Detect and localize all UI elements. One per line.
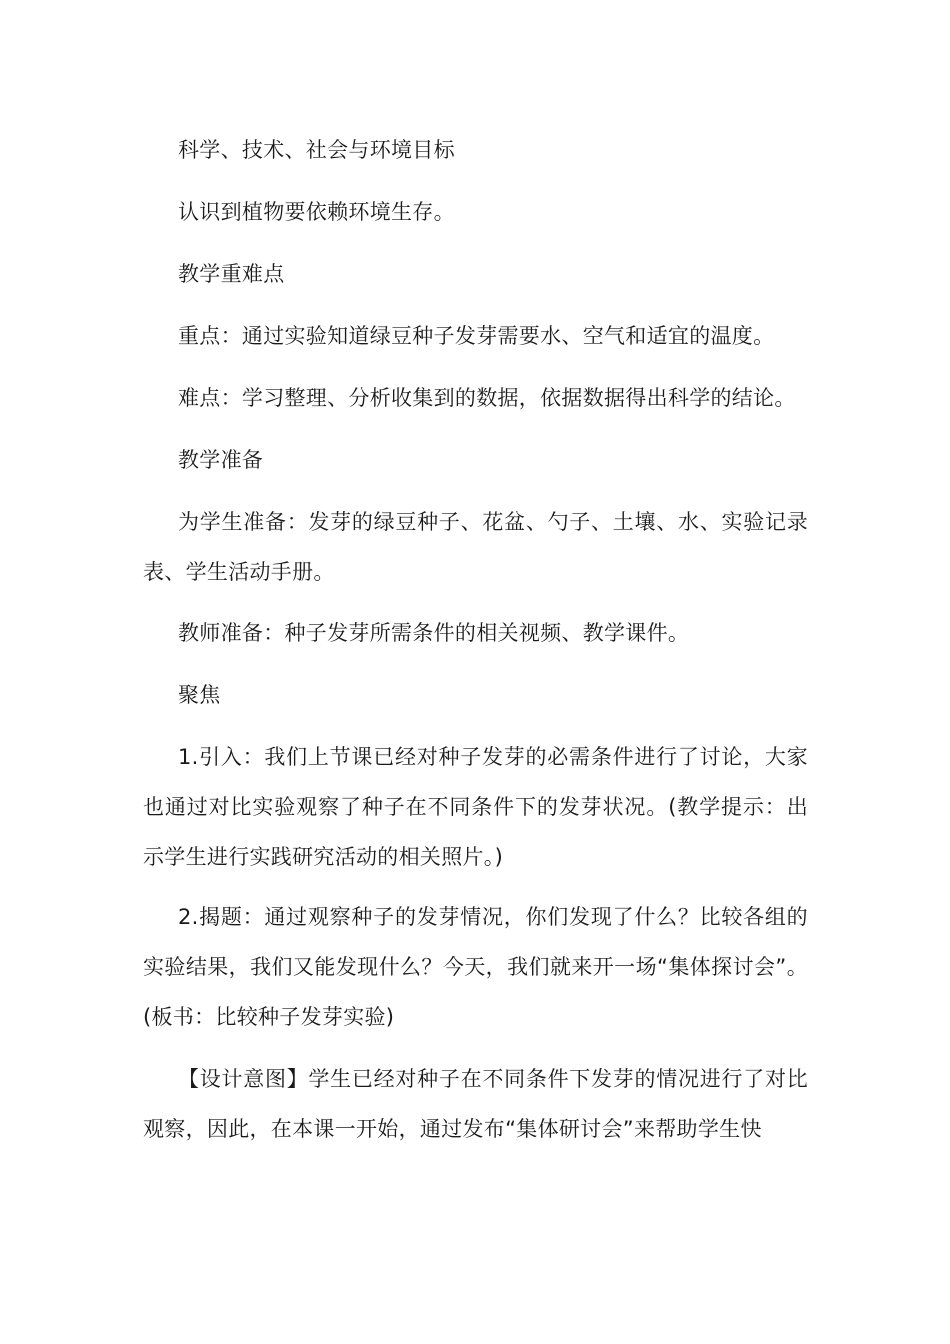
section-heading-sts-goals: 科学、技术、社会与环境目标 <box>178 138 455 162</box>
paragraph-teacher-preparation: 教师准备：种子发芽所需条件的相关视频、教学课件。 <box>178 621 690 645</box>
section-heading-focus: 聚焦 <box>178 683 221 707</box>
paragraph-sts-goal: 认识到植物要依赖环境生存。 <box>178 200 455 224</box>
section-heading-preparation: 教学准备 <box>178 448 264 472</box>
paragraph-design-intent: 【设计意图】学生已经对种子在不同条件下发芽的情况进行了对比观察，因此，在本课一开始，通过发布“集体研讨会”来帮助学生快 <box>143 1067 808 1141</box>
paragraph-introduction: 1.引入：我们上节课已经对种子发芽的必需条件进行了讨论，大家也通过对比实验观察了种子在不同条件下的发芽状况。(教学提示：出示学生进行实践研究活动的相关照片。) <box>143 745 808 869</box>
paragraph-key-point: 重点：通过实验知道绿豆种子发芽需要水、空气和适宜的温度。 <box>178 324 775 348</box>
section-heading-key-points: 教学重难点 <box>178 262 285 286</box>
paragraph-topic: 2.揭题：通过观察种子的发芽情况，你们发现了什么？比较各组的实验结果，我们又能发现什么？今天，我们就来开一场“集体探讨会”。(板书：比较种子发芽实验) <box>143 905 808 1029</box>
paragraph-student-preparation: 为学生准备：发芽的绿豆种子、花盆、勺子、土壤、水、实验记录表、学生活动手册。 <box>143 510 808 584</box>
paragraph-difficult-point: 难点：学习整理、分析收集到的数据，依据数据得出科学的结论。 <box>178 386 796 410</box>
